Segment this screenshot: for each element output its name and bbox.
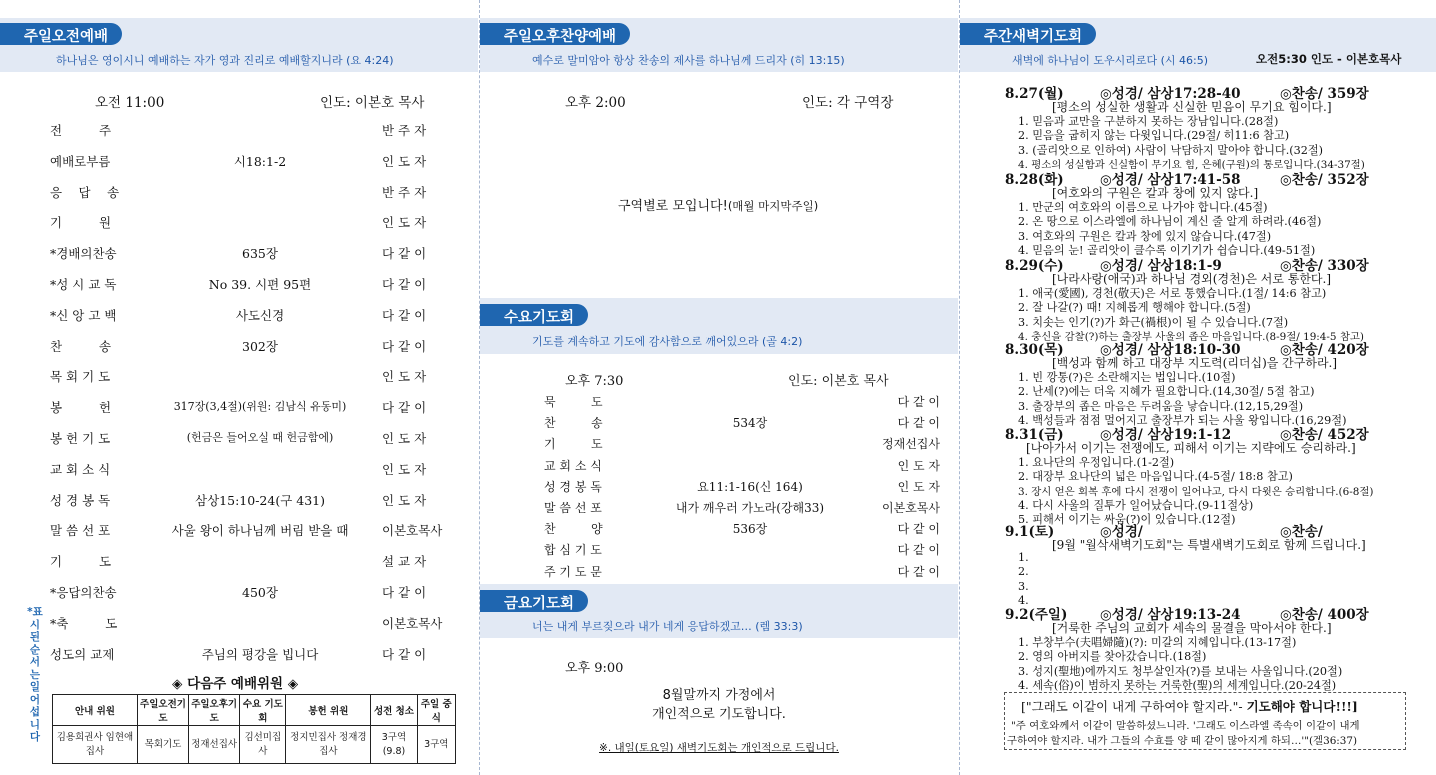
day-point: 4. 백성들과 점점 멀어지고 출장부가 되는 사울 왕입니다.(16,29절) xyxy=(1018,413,1347,427)
day-hymn: ◎찬송/ xyxy=(1280,524,1323,540)
day-theme: [여호와의 구원은 칼과 창에 있지 않다.] xyxy=(1052,186,1259,200)
order-detail: 450장 xyxy=(242,585,278,600)
duty-value: 목회기도 xyxy=(137,726,188,764)
day-hymn: ◎찬송/ 330장 xyxy=(1280,258,1369,274)
order-name: 성도의 교제 xyxy=(50,646,115,662)
friday-line-1: 8월말까지 가정에서 xyxy=(662,688,776,703)
day-point: 3. 출장부의 좁은 마음은 두려움을 낳습니다.(12,15,29절) xyxy=(1018,399,1304,413)
order-row xyxy=(0,645,478,665)
sunday-morning-column xyxy=(0,0,478,775)
order-leader: 다 같 이 xyxy=(897,564,940,579)
order-name: 교 회 소 식 xyxy=(544,458,602,473)
order-name: *응답의찬송 xyxy=(50,585,117,600)
day-point: 2. 온 땅으로 이스라엘에 하나님이 계신 줄 알게 하려라.(46절) xyxy=(1018,215,1322,229)
day-point: 2. 잘 나갈(?) 때! 지혜롭게 행해야 합니다.(5절) xyxy=(1018,301,1251,315)
sunday-afternoon-column xyxy=(480,0,958,775)
order-leader: 설 교 자 xyxy=(382,554,427,570)
order-leader: 인 도 자 xyxy=(382,492,427,508)
friday-verse: 너는 내게 부르짖으라 내가 네게 응답하겠고… (렘 33:3) xyxy=(532,620,803,633)
prayer-box-line-1: "주 여호와께서 이같이 말씀하셨느니라. '그래도 이스라엘 족속이 이같이 내게 xyxy=(1011,720,1360,732)
prayer-box xyxy=(1004,692,1406,750)
duty-header: 주일오후기도 xyxy=(189,695,240,726)
order-leader: 이본호목사 xyxy=(882,501,940,515)
day-point: 3. 성지(聖地)에까지도 청부살인자(?)를 보내는 사울입니다.(20절) xyxy=(1018,664,1343,678)
day-bible: ◎성경/ 삼상17:28-40 xyxy=(1100,86,1241,102)
order-leader: 인 도 자 xyxy=(897,479,940,494)
order-name: 기 도 xyxy=(50,554,112,570)
section-title: 주간새벽기도회 xyxy=(960,23,1096,45)
order-name: 찬 송 xyxy=(544,416,603,431)
day-hymn: ◎찬송/ 420장 xyxy=(1280,342,1369,358)
day-point: 3. 장시 얻은 회복 후에 다시 전쟁이 일어나고, 다시 다윗은 승리합니다.(6-8절) xyxy=(1018,485,1374,498)
order-leader: 다 같 이 xyxy=(382,338,427,354)
gather-note: (매월 마지막주일) xyxy=(727,199,819,213)
order-row xyxy=(480,457,958,477)
duty-header: 주일 중식 xyxy=(417,695,455,726)
day-point: 2. xyxy=(1018,565,1029,579)
section-title: 주일오후찬양예배 xyxy=(480,23,630,45)
wednesday-title: 수요기도회 xyxy=(480,304,588,326)
order-leader: 다 같 이 xyxy=(382,246,427,262)
day-theme: [거룩한 주님의 교회가 세속의 물결을 막아서야 한다.] xyxy=(1052,621,1332,635)
duty-value: 정지민집사 정재경집사 xyxy=(286,726,371,764)
day-theme: [나라사랑(애국)과 하나님 경외(경천)은 서로 통한다.] xyxy=(1052,272,1332,286)
order-row xyxy=(0,275,478,295)
order-row xyxy=(0,367,478,387)
prayer-box-title-a: ["그래도 이같이 내게 구하여야 할지라."- xyxy=(1021,699,1247,714)
order-name: 기 도 xyxy=(544,437,603,452)
duty-value: 정재선집사 xyxy=(189,726,240,764)
day-point: 2. 대장부 요나단의 넓은 마음입니다.(4-5절/ 18:8 참고) xyxy=(1018,470,1293,484)
order-row xyxy=(480,414,958,434)
day-point: 2. 영의 아버지를 찾아갔습니다.(18절) xyxy=(1018,650,1207,664)
side-note: *표시된 순서는 일어섭니다 xyxy=(27,606,43,743)
order-detail: (헌금은 들어오실 때 헌금함에) xyxy=(186,431,334,444)
day-point: 4. 세속(俗)이 범하지 못하는 거룩한(聖)의 세계입니다.(20-24절) xyxy=(1018,678,1337,692)
order-row xyxy=(0,121,478,141)
day-point: 5. 피해서 이기는 싸움(?)이 있습니다.(12절) xyxy=(1018,513,1236,527)
day-hymn: ◎찬송/ 452장 xyxy=(1280,427,1369,443)
order-leader: 다 같 이 xyxy=(897,416,940,431)
order-row xyxy=(0,583,478,603)
day-point: 3. 여호와의 구원은 칼과 창에 있지 않습니다.(47절) xyxy=(1018,229,1272,243)
day-date: 9.1(토) xyxy=(1005,524,1055,540)
day-point: 1. xyxy=(1018,551,1029,564)
order-row xyxy=(480,520,958,540)
order-name: 묵 도 xyxy=(544,395,603,409)
day-theme: [백성과 함께 하고 대장부 지도력(리더십)을 간구하라.] xyxy=(1052,356,1338,370)
order-row xyxy=(480,478,958,498)
day-point: 1. 애국(愛國), 경천(敬天)은 서로 통했습니다.(1절/ 14:6 참고) xyxy=(1018,287,1327,300)
order-leader: 다 같 이 xyxy=(382,646,427,662)
order-name: 말 씀 선 포 xyxy=(544,501,602,515)
day-date: 8.31(금) xyxy=(1005,427,1064,443)
order-detail: 사도신경 xyxy=(235,307,285,323)
order-row xyxy=(0,429,478,449)
day-point: 1. 부창부수(夫唱婦隨)(?): 미갈의 지혜입니다.(13-17절) xyxy=(1018,636,1297,649)
day-bible: ◎성경/ 삼상17:41-58 xyxy=(1100,172,1241,188)
order-name: 찬 양 xyxy=(544,522,603,537)
day-bible: ◎성경/ 삼상19:1-12 xyxy=(1100,427,1232,443)
day-point: 3. (골리앗으로 인하여) 사람이 낙담하지 말아야 합니다.(32절) xyxy=(1018,143,1324,157)
duty-value: 김용희권사 임현애집사 xyxy=(53,726,138,764)
order-leader: 다 같 이 xyxy=(382,400,427,416)
duty-value: 김선미집사 xyxy=(240,726,286,764)
prayer-box-title xyxy=(1021,697,1358,715)
order-row xyxy=(480,435,958,455)
order-detail: 536장 xyxy=(732,522,768,537)
order-name: *경배의찬송 xyxy=(50,246,117,262)
order-row xyxy=(0,306,478,326)
section-verse: 예수로 말미암아 항상 찬송의 제사를 하나님께 드리자 (히 13:15) xyxy=(532,54,845,67)
order-name: 봉 헌 기 도 xyxy=(50,431,111,446)
day-point: 1. 요나단의 우정입니다.(1-2절) xyxy=(1018,456,1175,469)
duty-header: 수요 기도회 xyxy=(240,695,286,726)
gather-text: 구역별로 모입니다! xyxy=(618,199,728,214)
day-bible: ◎성경/ 삼상18:1-9 xyxy=(1100,258,1222,274)
order-row xyxy=(480,499,958,519)
order-leader: 인 도 자 xyxy=(382,431,427,446)
day-point: 4. xyxy=(1018,593,1029,607)
day-point: 1. 만군의 여호와의 이름으로 나가야 합니다.(45절) xyxy=(1018,201,1268,214)
order-row xyxy=(480,563,958,583)
dawn-leader: 오전5:30 인도 - 이본호목사 xyxy=(1256,52,1402,66)
order-name: 응 답 송 xyxy=(50,184,120,200)
weekday-dawn-column xyxy=(960,0,1436,775)
day-point: 2. 난세(?)에는 더욱 지혜가 필요합니다.(14,30절/ 5절 참고) xyxy=(1018,385,1315,399)
order-leader: 반 주 자 xyxy=(382,184,427,200)
order-row xyxy=(0,398,478,418)
order-leader: 다 같 이 xyxy=(382,307,427,323)
order-detail: 요11:1-16(신 164) xyxy=(697,479,803,494)
order-leader: 다 같 이 xyxy=(897,522,940,537)
day-date: 9.2(주일) xyxy=(1005,607,1068,623)
day-point: 3. xyxy=(1018,579,1029,593)
order-name: 전 주 xyxy=(50,123,112,138)
day-point: 4. 다시 사울의 질투가 일어났습니다.(9-11절상) xyxy=(1018,498,1254,512)
day-hymn: ◎찬송/ 359장 xyxy=(1280,86,1369,102)
order-leader: 인 도 자 xyxy=(382,369,427,385)
order-row xyxy=(0,337,478,357)
order-leader: 다 같 이 xyxy=(382,277,427,292)
wednesday-verse: 기도를 계속하고 기도에 감사함으로 깨어있으라 (골 4:2) xyxy=(532,335,803,348)
day-point: 4. 충신을 감찰(?)하는 출장부 사울의 좁은 마음입니다.(8-9절/ 19:4-5 참고) xyxy=(1018,330,1364,343)
section-title: 주일오전예배 xyxy=(0,23,122,45)
friday-time: 오후 9:00 xyxy=(565,661,624,676)
day-bible: ◎성경/ 삼상19:13-24 xyxy=(1100,607,1241,623)
wednesday-leader: 인도: 이본호 목사 xyxy=(788,374,889,389)
order-detail: 635장 xyxy=(242,246,278,262)
order-row xyxy=(480,393,958,413)
order-detail: 내가 깨우러 가노라(강해33) xyxy=(675,501,825,515)
day-point: 4. 믿음의 눈! 골리앗이 클수록 이기기가 쉽습니다.(49-51절) xyxy=(1018,243,1316,257)
day-date: 8.27(월) xyxy=(1005,86,1064,102)
order-leader: 인 도 자 xyxy=(382,153,427,169)
duty-header: 안내 위원 xyxy=(53,695,138,726)
service-time: 오전 11:00 xyxy=(95,95,165,111)
order-detail: 시18:1-2 xyxy=(233,153,287,169)
day-date: 8.28(화) xyxy=(1005,172,1064,188)
order-name: 기 원 xyxy=(50,215,112,231)
day-point: 1. 빈 깡통(?)은 소란해지는 법입니다.(10절) xyxy=(1018,371,1236,384)
day-theme: [9월 "월삭새벽기도회"는 특별새벽기도회로 함께 드립니다.] xyxy=(1052,538,1366,552)
order-name: *신 앙 고 백 xyxy=(50,307,117,323)
day-hymn: ◎찬송/ 400장 xyxy=(1280,607,1369,623)
order-name: 예배로부름 xyxy=(50,153,111,169)
order-row xyxy=(480,541,958,561)
wednesday-time: 오후 7:30 xyxy=(565,374,624,389)
order-detail: 302장 xyxy=(242,338,278,354)
duty-value: 3구역(9.8) xyxy=(371,726,417,764)
duty-table xyxy=(52,694,456,764)
service-leader: 인도: 이본호 목사 xyxy=(320,95,425,111)
order-name: 목 회 기 도 xyxy=(50,369,111,385)
duty-value: 3구역 xyxy=(417,726,455,764)
day-point: 2. 믿음을 굽히지 않는 다윗입니다.(29절/ 히11:6 참고) xyxy=(1018,129,1290,143)
service-time: 오후 2:00 xyxy=(565,95,626,111)
day-date: 8.30(목) xyxy=(1005,342,1064,358)
prayer-box-title-b: 기도해야 합니다!!!] xyxy=(1246,699,1358,714)
order-name: 교 회 소 식 xyxy=(50,461,111,477)
service-leader: 인도: 각 구역장 xyxy=(802,95,894,111)
order-detail: No 39. 시편 95편 xyxy=(208,277,312,292)
friday-line-2: 개인적으로 기도합니다. xyxy=(652,707,786,722)
order-leader: 다 같 이 xyxy=(897,543,940,558)
friday-title: 금요기도회 xyxy=(480,590,588,612)
order-detail: 317장(3,4절)(위원: 김남식 유동미) xyxy=(173,400,347,414)
order-row xyxy=(0,552,478,572)
order-leader: 이본호목사 xyxy=(382,523,443,539)
order-leader: 다 같 이 xyxy=(382,585,427,600)
section-verse: 새벽에 하나님이 도우시리로다 (시 46:5) xyxy=(1012,54,1209,67)
order-row xyxy=(0,614,478,634)
order-detail: 삼상15:10-24(구 431) xyxy=(195,492,325,508)
order-leader: 인 도 자 xyxy=(897,458,940,473)
duty-header: 성전 청소 xyxy=(371,695,417,726)
day-theme: [나아가서 이기는 전쟁에도, 피해서 이기는 지략에도 승리하라.] xyxy=(1026,441,1356,455)
order-name: 합 심 기 도 xyxy=(544,543,602,558)
order-row xyxy=(0,244,478,264)
order-detail: 사울 왕이 하나님께 버림 받을 때 xyxy=(171,523,349,539)
order-name: 성 경 봉 독 xyxy=(544,479,602,494)
day-point: 4. 평소의 성실함과 신실함이 무기요 힘, 은혜(구원)의 통로입니다.(34-37절) xyxy=(1018,158,1365,171)
day-theme: [평소의 성실한 생활과 신실한 믿음이 무기요 힘이다.] xyxy=(1052,100,1332,114)
duty-header: 주일오전기도 xyxy=(137,695,188,726)
order-leader: 인 도 자 xyxy=(382,461,427,477)
section-verse: 하나님은 영이시니 예배하는 자가 영과 진리로 예배할지니라 (요 4:24) xyxy=(56,54,394,67)
order-detail: 주님의 평강을 빕니다 xyxy=(201,646,319,662)
prayer-box-line-2: 구하여야 할지라. 내가 그들의 수효를 양 떼 같이 많아지게 하되…'"(겔36:37) xyxy=(1007,735,1358,747)
order-leader: 다 같 이 xyxy=(897,395,940,409)
order-name: *축 도 xyxy=(50,615,118,631)
order-row xyxy=(0,460,478,480)
day-bible: ◎성경/ 삼상18:10-30 xyxy=(1100,342,1241,358)
order-row xyxy=(0,183,478,203)
order-name: 말 씀 선 포 xyxy=(50,523,111,539)
day-bible: ◎성경/ xyxy=(1100,524,1143,540)
order-row xyxy=(0,491,478,511)
next-week-title: ◈ 다음주 예배위원 ◈ xyxy=(172,676,299,692)
order-name: 주 기 도 문 xyxy=(544,564,602,579)
order-leader: 반 주 자 xyxy=(382,123,427,138)
gather-notice xyxy=(618,195,818,214)
order-row xyxy=(0,521,478,541)
day-date: 8.29(수) xyxy=(1005,258,1064,274)
duty-header: 봉헌 위원 xyxy=(286,695,371,726)
order-name: 성 경 봉 독 xyxy=(50,492,111,508)
order-name: 찬 송 xyxy=(50,338,112,354)
day-point: 1. 믿음과 교만을 구분하지 못하는 장남입니다.(28절) xyxy=(1018,115,1279,128)
order-name: 봉 헌 xyxy=(50,400,112,416)
order-detail: 534장 xyxy=(732,416,768,431)
order-row xyxy=(0,152,478,172)
order-leader: 이본호목사 xyxy=(382,615,443,631)
saturday-note: ※. 내일(토요일) 새벽기도회는 개인적으로 드립니다. xyxy=(599,742,839,754)
day-hymn: ◎찬송/ 352장 xyxy=(1280,172,1369,188)
order-leader: 정재선집사 xyxy=(882,437,940,452)
order-name: *성 시 교 독 xyxy=(50,277,117,292)
order-row xyxy=(0,213,478,233)
day-point: 3. 치솟는 인기(?)가 화근(禍根)이 될 수 있습니다.(7절) xyxy=(1018,315,1289,329)
order-leader: 인 도 자 xyxy=(382,215,427,231)
